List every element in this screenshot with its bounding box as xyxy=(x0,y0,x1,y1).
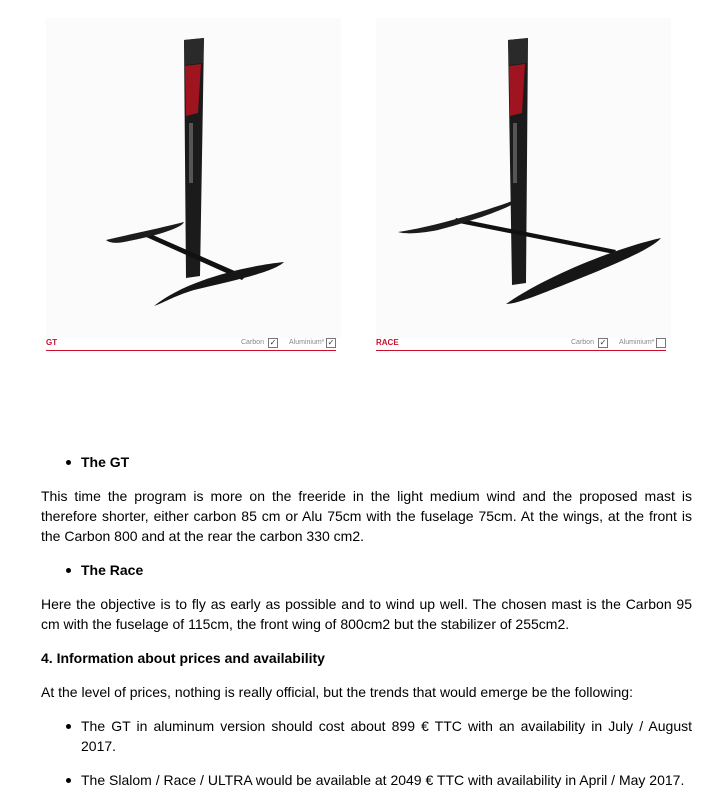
gt-label: GT xyxy=(46,338,58,347)
article-content xyxy=(41,452,692,804)
gt-aluminium-label: Aluminium* xyxy=(289,339,325,346)
gt-carbon-label: Carbon xyxy=(241,339,264,346)
race-paragraph: Here the objective is to fly as early as possible and to wind up well. The chosen mast is the Carbon 95 cm with the fuselage of 115cm, the front wing of 800cm2 but the stabilizer of 255cm2. xyxy=(41,596,692,632)
intro-paragraph: At the level of prices, nothing is really official, but the trends that would emerge be the following: xyxy=(41,684,633,700)
price-item-gt xyxy=(41,716,692,756)
race-carbon-checkbox: ✓ xyxy=(599,338,607,347)
gt-aluminium-checkbox: ✓ xyxy=(327,338,335,347)
race-carbon-label: Carbon xyxy=(571,339,594,346)
bullet-dot xyxy=(66,778,71,783)
race-label: RACE xyxy=(376,338,399,347)
price-item-text: The GT in aluminum version should cost about 899 € TTC with an availability in July / August 2017. xyxy=(81,718,692,754)
race-option-bar xyxy=(376,336,666,351)
section-heading: 4. Information about prices and availability xyxy=(41,650,325,666)
gt-hydrofoil-image xyxy=(46,18,341,338)
race-aluminium-checkbox xyxy=(656,338,666,348)
race-heading-item xyxy=(41,560,692,580)
race-product-panel xyxy=(376,18,671,358)
race-aluminium-label: Aluminium* xyxy=(619,339,655,346)
race-heading: The Race xyxy=(81,562,144,578)
gt-option-bar xyxy=(46,336,336,351)
gt-paragraph: This time the program is more on the freeride in the light medium wind and the proposed mast is therefore shorter, either carbon 85 cm or Alu 75cm with the fuselage 75cm. At the wings, at the front is the Carbon 800 and at the rear the carbon 330 cm2. xyxy=(41,488,692,544)
gt-carbon-checkbox: ✓ xyxy=(269,338,277,347)
gt-heading: The GT xyxy=(81,454,130,470)
bullet-dot xyxy=(66,724,71,729)
race-hydrofoil-image xyxy=(376,18,671,338)
bullet-dot xyxy=(66,460,71,465)
price-item-text: The Slalom / Race / ULTRA would be available at 2049 € TTC with availability in April / May 2017. xyxy=(81,772,685,788)
hydrofoil-figure xyxy=(40,18,692,363)
gt-heading-item xyxy=(41,452,692,472)
bullet-dot xyxy=(66,568,71,573)
gt-product-panel xyxy=(46,18,341,358)
price-item-race xyxy=(41,770,692,790)
